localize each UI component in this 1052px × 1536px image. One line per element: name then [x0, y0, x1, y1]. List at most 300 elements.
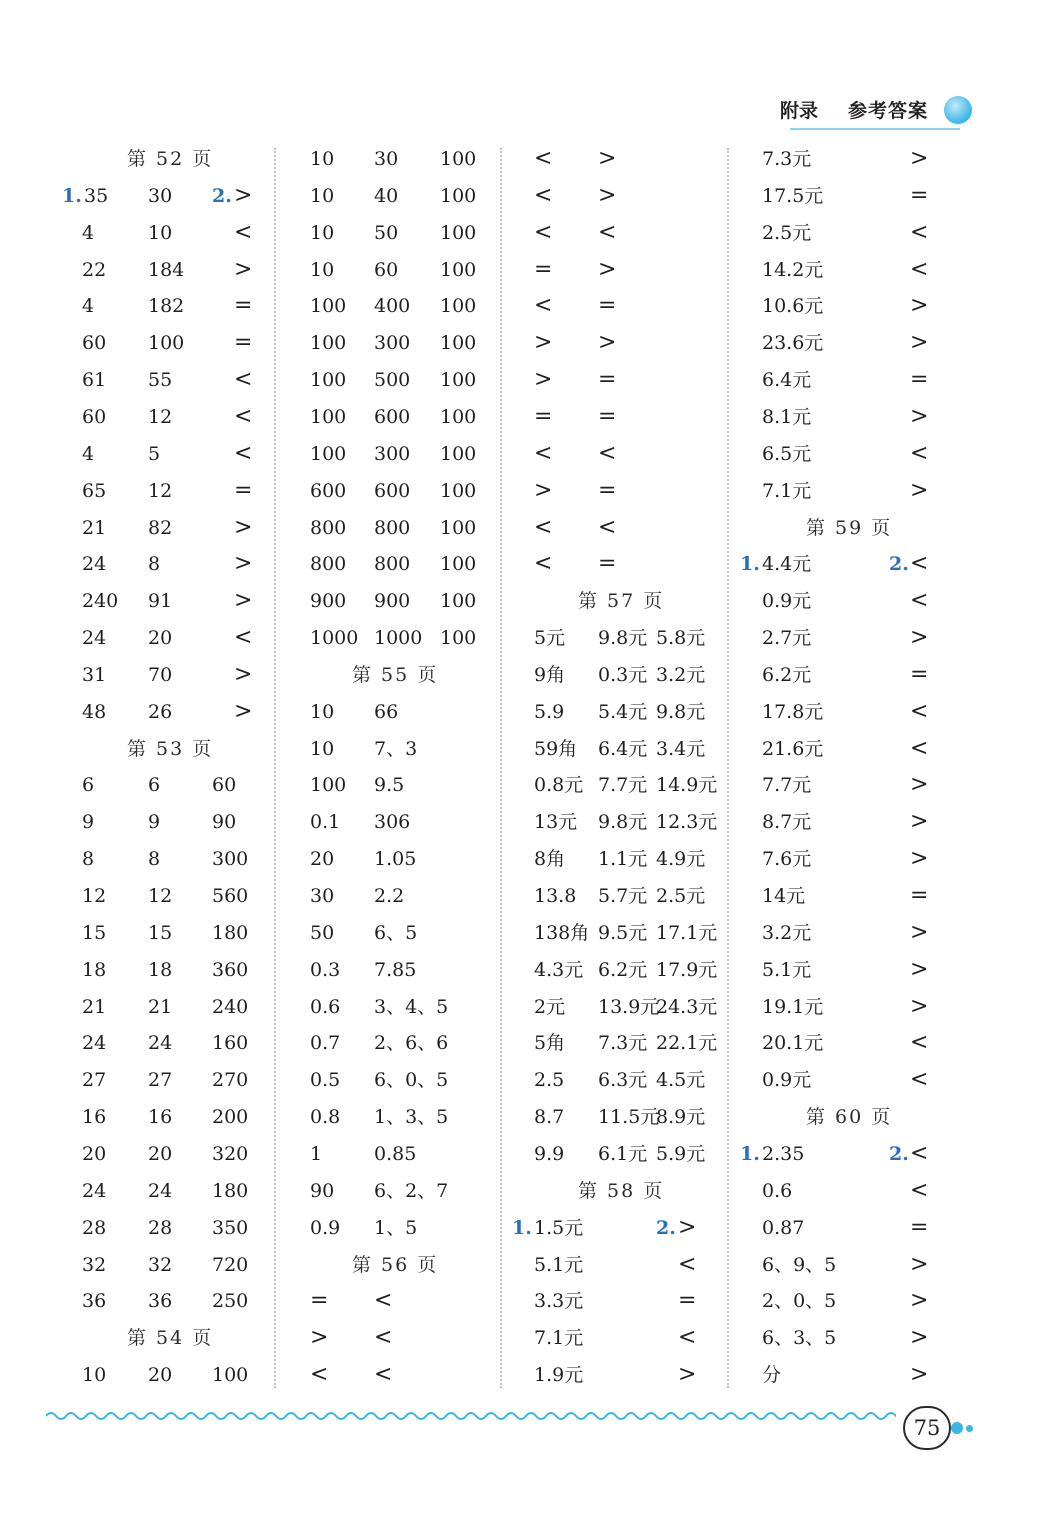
answer-value: 36: [82, 1290, 107, 1313]
answer-value: 1000: [310, 627, 359, 650]
answer-value: 21: [82, 995, 107, 1018]
answer-value: 2.35: [762, 1142, 805, 1165]
answer-value: 24: [148, 1179, 173, 1202]
answer-value: 5.8元: [656, 627, 706, 650]
answer-value: 26: [148, 700, 173, 723]
answer-value: 18: [148, 958, 173, 981]
answer-value: 18: [82, 958, 107, 981]
answer-value: 70: [148, 663, 173, 686]
answer-value: 800: [310, 553, 347, 576]
answer-value: 300: [374, 442, 411, 465]
answer-value: >: [910, 809, 929, 835]
answer-value: 9.5: [374, 774, 405, 797]
question-number: 2.: [889, 553, 909, 576]
answer-value: 0.9元: [762, 1069, 812, 1092]
answer-value: 12: [148, 405, 173, 428]
answer-value: 6: [82, 774, 95, 797]
answer-value: 21: [82, 516, 107, 539]
answer-value: 21.6元: [762, 737, 824, 760]
section-title: 第 58 页: [578, 1179, 665, 1202]
answer-value: 27: [82, 1069, 107, 1092]
answer-value: <: [598, 440, 617, 466]
answer-value: =: [598, 551, 617, 577]
answer-value: 1、5: [374, 1216, 418, 1239]
answer-value: 7.85: [374, 958, 417, 981]
answer-value: 60: [374, 258, 399, 281]
answer-value: 17.8元: [762, 700, 824, 723]
answer-value: 306: [374, 811, 411, 834]
answer-value: 6、2、7: [374, 1179, 449, 1202]
answer-value: >: [598, 256, 617, 282]
answer-value: 100: [310, 442, 347, 465]
answer-value: >: [910, 1251, 929, 1277]
answer-value: 2.5元: [656, 885, 706, 907]
answer-value: 13.8: [534, 885, 577, 907]
answer-value: 9.9: [534, 1142, 565, 1165]
answer-value: 8: [82, 848, 95, 871]
answer-value: 8.7元: [762, 811, 812, 834]
answer-value: 300: [212, 848, 249, 871]
answer-value: 100: [148, 332, 185, 355]
answer-value: >: [598, 146, 617, 171]
answer-value: 65: [82, 479, 107, 502]
answer-value: 48: [82, 700, 107, 723]
answer-value: =: [598, 293, 617, 319]
answer-value: <: [678, 1251, 697, 1277]
answer-value: 0.7: [310, 1032, 341, 1055]
answer-value: 4: [82, 221, 95, 244]
section-title: 第 60 页: [806, 1106, 893, 1129]
page-number: 75: [903, 1406, 951, 1450]
answer-value: 1000: [374, 627, 423, 650]
answer-value: <: [910, 698, 929, 724]
answer-value: 60: [82, 405, 107, 428]
answer-value: 0.85: [374, 1142, 417, 1165]
answer-value: 6、9、5: [762, 1253, 837, 1276]
answer-value: <: [534, 514, 553, 540]
answer-value: 5.1元: [762, 958, 812, 981]
answer-value: 400: [374, 295, 411, 318]
answer-value: 100: [440, 590, 477, 613]
answer-value: 4.3元: [534, 958, 584, 981]
answer-value: =: [234, 293, 253, 319]
answer-value: >: [534, 477, 553, 503]
answer-value: 0.9元: [762, 590, 812, 613]
answer-value: 17.5元: [762, 184, 824, 207]
answer-value: 800: [310, 516, 347, 539]
section-title: 第 57 页: [578, 590, 665, 613]
answer-value: 900: [374, 590, 411, 613]
answer-value: =: [678, 1288, 697, 1314]
answer-value: >: [234, 256, 253, 282]
answer-value: 250: [212, 1290, 249, 1313]
answer-value: 7、3: [374, 737, 418, 760]
answer-value: 24: [82, 553, 107, 576]
answer-value: 2元: [534, 995, 566, 1018]
answer-value: 100: [440, 369, 477, 392]
answer-value: >: [598, 330, 617, 356]
answer-value: 22.1元: [656, 1032, 718, 1055]
answer-value: 28: [82, 1216, 107, 1239]
header-underline: [790, 128, 960, 130]
answer-value: 5.4元: [598, 700, 648, 723]
answer-value: 7.1元: [534, 1327, 584, 1350]
answer-value: 500: [374, 369, 411, 392]
answer-value: 600: [374, 479, 411, 502]
answer-value: 20: [148, 1142, 173, 1165]
answer-value: 36: [148, 1290, 173, 1313]
answer-value: >: [910, 330, 929, 356]
answer-value: 13.9元: [598, 995, 660, 1018]
answer-value: 4.9元: [656, 848, 706, 871]
header-circle-icon: [944, 96, 972, 124]
answer-value: >: [910, 772, 929, 798]
answer-value: <: [910, 588, 929, 614]
answer-value: 32: [148, 1253, 173, 1276]
answer-value: >: [910, 846, 929, 872]
answer-value: 15: [148, 921, 173, 944]
answer-value: 1.5元: [534, 1216, 584, 1239]
answer-value: 5元: [534, 627, 566, 650]
answer-value: 13元: [534, 811, 578, 834]
answer-value: 10: [310, 148, 335, 170]
answer-value: =: [598, 367, 617, 393]
answer-value: 7.3元: [598, 1032, 648, 1055]
answer-value: <: [910, 440, 929, 466]
answer-value: 24.3元: [656, 995, 718, 1018]
answer-value: 17.1元: [656, 921, 718, 944]
answer-value: <: [234, 219, 253, 245]
answer-value: 320: [212, 1142, 249, 1165]
answer-value: 9.8元: [598, 811, 648, 834]
answer-value: 2.5元: [762, 221, 812, 244]
answer-value: 1、3、5: [374, 1106, 449, 1129]
answer-value: =: [534, 256, 553, 282]
answer-value: 10: [310, 258, 335, 281]
answer-value: 8: [148, 553, 161, 576]
answer-value: 55: [148, 369, 173, 392]
answer-value: 66: [374, 700, 399, 723]
question-number: 1.: [62, 184, 82, 207]
answer-value: 1.05: [374, 848, 417, 871]
answer-value: 350: [212, 1216, 249, 1239]
answer-value: 4.4元: [762, 553, 812, 576]
answer-value: 10: [148, 221, 173, 244]
page-dot-icon: [966, 1425, 973, 1432]
answer-value: 100: [440, 184, 477, 207]
answer-value: 24: [148, 1032, 173, 1055]
answer-value: 30: [310, 885, 335, 907]
answer-value: 分: [762, 1364, 782, 1387]
answer-value: 31: [82, 663, 107, 686]
answer-value: 30: [148, 184, 173, 207]
answer-value: <: [234, 367, 253, 393]
answer-value: 100: [440, 148, 477, 170]
answer-value: 100: [440, 295, 477, 318]
answer-value: >: [678, 1214, 697, 1240]
answer-value: <: [310, 1362, 329, 1388]
answer-value: 1.9元: [534, 1364, 584, 1387]
answer-value: 17.9元: [656, 958, 718, 981]
page-dot-icon: [951, 1422, 963, 1434]
answer-value: 24: [82, 627, 107, 650]
answer-value: 3、4、5: [374, 995, 449, 1018]
column-divider: [274, 148, 276, 1388]
answer-value: 5角: [534, 1032, 566, 1055]
answer-value: 28: [148, 1216, 173, 1239]
answer-value: 100: [310, 405, 347, 428]
answer-value: 6.4元: [762, 369, 812, 392]
answer-value: 270: [212, 1069, 249, 1092]
answer-value: 100: [310, 774, 347, 797]
answer-value: 5.9: [534, 700, 565, 723]
answer-value: =: [910, 1214, 929, 1240]
answer-value: 9.8元: [598, 627, 648, 650]
section-title: 第 59 页: [806, 516, 893, 539]
answer-value: >: [234, 182, 253, 208]
answer-value: 82: [148, 516, 173, 539]
answer-value: 12.3元: [656, 811, 718, 834]
answer-value: <: [534, 293, 553, 319]
answer-value: 9: [82, 811, 95, 834]
answer-value: 0.9: [310, 1216, 341, 1239]
answer-value: 20.1元: [762, 1032, 824, 1055]
answer-value: 100: [310, 295, 347, 318]
answer-value: >: [910, 146, 929, 171]
answer-value: <: [234, 440, 253, 466]
answer-value: >: [910, 477, 929, 503]
answer-value: 0.3: [310, 958, 341, 981]
answer-value: =: [234, 330, 253, 356]
answer-value: 23.6元: [762, 332, 824, 355]
answer-value: <: [910, 1067, 929, 1093]
answer-value: 10: [310, 700, 335, 723]
answer-value: <: [910, 1140, 929, 1166]
answer-value: 0.8: [310, 1106, 341, 1129]
answer-value: 30: [374, 148, 399, 170]
answer-value: 138角: [534, 921, 590, 944]
answer-value: 3.2元: [656, 663, 706, 686]
answer-value: 6、5: [374, 921, 418, 944]
answer-value: 800: [374, 553, 411, 576]
answer-value: 9角: [534, 663, 566, 686]
answer-value: 9: [148, 811, 161, 834]
answer-value: <: [910, 256, 929, 282]
answer-value: 7.1元: [762, 479, 812, 502]
answer-value: <: [374, 1362, 393, 1388]
answer-value: <: [234, 625, 253, 651]
section-title: 第 53 页: [127, 737, 214, 760]
answer-value: 7.6元: [762, 848, 812, 871]
answer-value: 9.8元: [656, 700, 706, 723]
answer-value: 100: [212, 1364, 249, 1387]
answer-value: 8.9元: [656, 1106, 706, 1129]
answer-value: 240: [82, 590, 119, 613]
answer-value: 90: [310, 1179, 335, 1202]
answer-value: >: [910, 993, 929, 1019]
answer-value: 15: [82, 921, 107, 944]
answer-value: 600: [374, 405, 411, 428]
answer-value: <: [374, 1288, 393, 1314]
answer-value: <: [910, 1030, 929, 1056]
answer-value: <: [910, 1177, 929, 1203]
answer-value: =: [598, 403, 617, 429]
answer-value: 5.7元: [598, 885, 648, 907]
answer-value: 0.5: [310, 1069, 341, 1092]
answer-value: =: [234, 477, 253, 503]
answer-value: =: [910, 661, 929, 687]
answer-value: 27: [148, 1069, 173, 1092]
answer-value: >: [234, 698, 253, 724]
answer-value: 300: [374, 332, 411, 355]
answer-value: 5.9元: [656, 1142, 706, 1165]
answer-value: 14元: [762, 885, 806, 907]
answer-value: <: [910, 735, 929, 761]
answer-value: 50: [374, 221, 399, 244]
answer-value: 7.3元: [762, 148, 812, 170]
answer-value: =: [910, 883, 929, 908]
section-title: 第 55 页: [352, 663, 439, 686]
answer-value: =: [598, 477, 617, 503]
answer-value: 100: [440, 479, 477, 502]
answer-value: 100: [440, 516, 477, 539]
answer-value: 60: [82, 332, 107, 355]
answer-value: =: [910, 367, 929, 393]
answer-value: <: [598, 514, 617, 540]
question-number: 2.: [889, 1142, 909, 1165]
answer-value: 0.3元: [598, 663, 648, 686]
answer-value: >: [534, 367, 553, 393]
answer-value: 2.2: [374, 885, 405, 907]
answer-value: >: [534, 330, 553, 356]
answer-value: 100: [440, 627, 477, 650]
answer-value: 20: [82, 1142, 107, 1165]
answer-value: 10: [310, 221, 335, 244]
answer-value: 12: [148, 885, 173, 907]
answer-value: 22: [82, 258, 107, 281]
answer-value: >: [910, 1362, 929, 1388]
answer-value: 35: [84, 184, 109, 207]
answer-value: <: [534, 219, 553, 245]
header-section: 附录: [780, 100, 819, 122]
answer-value: 11.5元: [598, 1106, 660, 1129]
answer-value: >: [234, 551, 253, 577]
answer-value: 6.5元: [762, 442, 812, 465]
answer-value: 10: [310, 184, 335, 207]
question-number: 1.: [740, 1142, 760, 1165]
answer-value: 24: [82, 1032, 107, 1055]
answer-value: 61: [82, 369, 107, 392]
column-divider: [727, 148, 729, 1388]
answer-value: 6、0、5: [374, 1069, 449, 1092]
answer-value: 160: [212, 1032, 249, 1055]
answer-value: 20: [148, 1364, 173, 1387]
answer-value: <: [598, 219, 617, 245]
answer-value: 5.1元: [534, 1253, 584, 1276]
answer-value: 4: [82, 295, 95, 318]
question-number: 2.: [212, 184, 232, 207]
answer-value: 3.2元: [762, 921, 812, 944]
answer-value: <: [374, 1325, 393, 1351]
answer-value: 4: [82, 442, 95, 465]
answer-value: 1.1元: [598, 848, 648, 871]
header-title: 参考答案: [848, 100, 929, 122]
answer-value: 12: [82, 885, 107, 907]
answer-value: >: [910, 625, 929, 651]
answer-value: 6.1元: [598, 1142, 648, 1165]
answer-value: 6: [148, 774, 161, 797]
answer-value: 32: [82, 1253, 107, 1276]
answer-value: =: [310, 1288, 329, 1314]
answer-value: >: [310, 1325, 329, 1351]
section-title: 第 54 页: [127, 1327, 214, 1350]
answer-value: 200: [212, 1106, 249, 1129]
answer-value: <: [534, 551, 553, 577]
answer-value: 0.8元: [534, 774, 584, 797]
answer-value: 182: [148, 295, 185, 318]
answer-value: >: [910, 1325, 929, 1351]
answer-value: 16: [148, 1106, 173, 1129]
answer-value: 20: [148, 627, 173, 650]
question-number: 1.: [512, 1216, 532, 1239]
answer-value: =: [534, 403, 553, 429]
answer-value: >: [598, 182, 617, 208]
answer-value: 4.5元: [656, 1069, 706, 1092]
answer-value: 100: [440, 405, 477, 428]
answer-value: >: [910, 956, 929, 982]
answer-value: 1: [310, 1142, 323, 1165]
question-number: 2.: [656, 1216, 676, 1239]
answer-value: 5: [148, 442, 161, 465]
answer-value: 180: [212, 1179, 249, 1202]
answer-value: 9.5元: [598, 921, 648, 944]
answer-value: 184: [148, 258, 185, 281]
answer-value: 360: [212, 958, 249, 981]
answer-value: 10: [82, 1364, 107, 1387]
answer-value: 900: [310, 590, 347, 613]
answer-value: 2.7元: [762, 627, 812, 650]
answer-value: 720: [212, 1253, 249, 1276]
answer-value: >: [678, 1362, 697, 1388]
answer-value: <: [534, 146, 553, 171]
answer-value: >: [234, 588, 253, 614]
answer-value: 6.4元: [598, 737, 648, 760]
answer-value: 2.5: [534, 1069, 565, 1092]
answer-value: 16: [82, 1106, 107, 1129]
answer-value: 21: [148, 995, 173, 1018]
answer-value: 100: [310, 332, 347, 355]
section-title: 第 52 页: [127, 148, 214, 170]
answer-value: >: [234, 514, 253, 540]
answer-value: <: [534, 182, 553, 208]
answer-value: <: [678, 1325, 697, 1351]
answer-value: 0.6: [310, 995, 341, 1018]
section-title: 第 56 页: [352, 1253, 439, 1276]
answer-value: >: [910, 403, 929, 429]
answer-value: 14.2元: [762, 258, 824, 281]
answer-value: 0.1: [310, 811, 341, 834]
answer-value: >: [234, 661, 253, 687]
answer-value: 2、0、5: [762, 1290, 837, 1313]
answer-value: 59角: [534, 737, 578, 760]
answer-value: 0.87: [762, 1216, 805, 1239]
answer-value: 100: [440, 258, 477, 281]
answer-value: <: [910, 219, 929, 245]
answer-value: 0.6: [762, 1179, 793, 1202]
answer-value: =: [910, 182, 929, 208]
wave-divider: [46, 1408, 896, 1424]
answer-value: <: [234, 403, 253, 429]
